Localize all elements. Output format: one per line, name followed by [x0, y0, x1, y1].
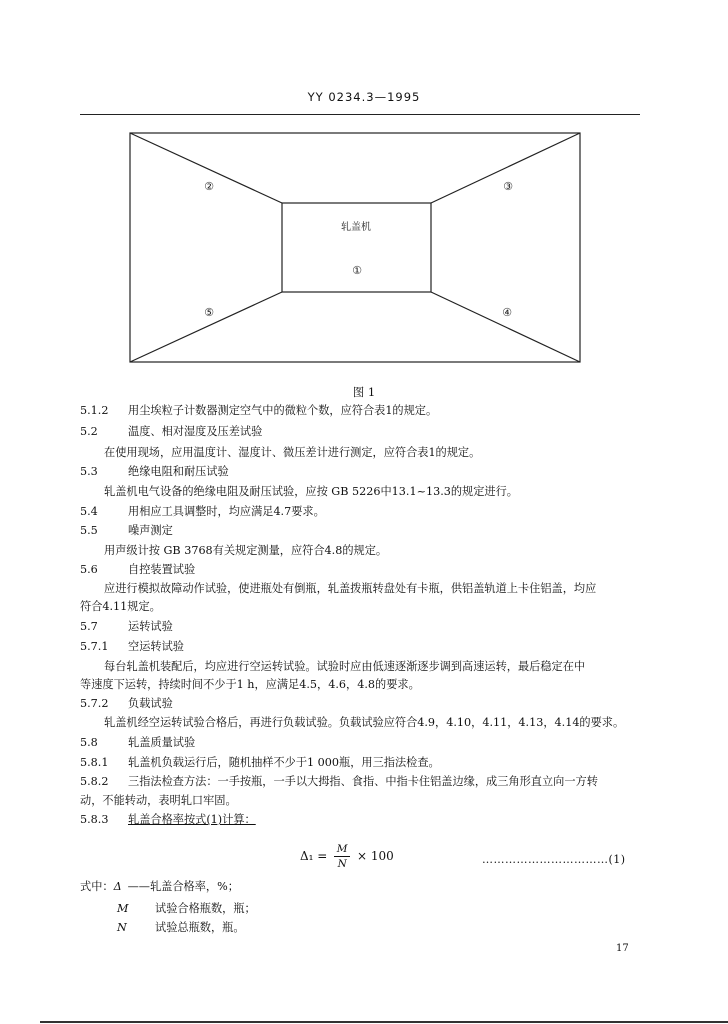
text-line: 5.8.1 轧盖机负载运行后，随机抽样不少于1 000瓶，用三指法检查。 — [80, 756, 440, 769]
text-line: 每台轧盖机装配后，均应进行空运转试验。试验时应由低速逐渐逐步调到高速运转，最后稳定在中 — [104, 660, 586, 673]
outer-frame — [130, 133, 580, 362]
formula-numerator: M — [336, 843, 348, 855]
text-line: 轧盖机经空运转试验合格后，再进行负载试验。负载试验应符合4.9，4.10，4.11，4.13，4.14的要求。 — [104, 716, 625, 729]
text-line: 等速度下运转，持续时间不少于1 h，应满足4.5，4.6，4.8的要求。 — [80, 678, 420, 691]
figure-center-label: 轧盖机 — [341, 222, 371, 233]
section-heading: 5.7.2 负载试验 — [80, 697, 173, 710]
text-line: 5.8.2 三指法检查方法：一手按瓶，一手以大拇指、食指、中指卡住铝盖边缘，成三角形直立向一方转 — [80, 775, 598, 788]
formula-denominator: N — [337, 858, 347, 870]
figure-caption: 图 1 — [352, 385, 376, 399]
section-heading: 5.3 绝缘电阻和耐压试验 — [80, 465, 229, 478]
text-line: 符合4.11规定。 — [80, 600, 161, 613]
region-5-marker: ⑤ — [204, 306, 214, 319]
diagonal-bottom-left — [130, 292, 282, 362]
diagonal-bottom-right — [431, 292, 580, 362]
formula-rhs: × 100 — [357, 849, 394, 863]
region-4-marker: ④ — [502, 306, 512, 319]
where-line: N 试验总瓶数，瓶。 — [117, 921, 245, 934]
formula-fraction — [334, 843, 350, 870]
region-3-marker: ③ — [503, 180, 513, 193]
where-line: M 试验合格瓶数，瓶； — [117, 902, 256, 915]
section-heading: 5.7 运转试验 — [80, 620, 173, 633]
formula — [300, 843, 394, 870]
text-line: 动，不能转动，表明轧口牢固。 — [80, 794, 237, 807]
section-heading: 5.8 轧盖质量试验 — [80, 736, 196, 749]
text-line: 在使用现场，应用温度计、湿度计、微压差计进行测定，应符合表1的规定。 — [104, 446, 481, 459]
figure-1-diagram — [0, 0, 728, 380]
section-heading: 5.2 温度、相对湿度及压差试验 — [80, 425, 263, 438]
section-heading: 5.7.1 空运转试验 — [80, 640, 184, 653]
page-number: 17 — [616, 943, 629, 954]
text-line: 应进行模拟故障动作试验，使进瓶处有倒瓶，轧盖拨瓶转盘处有卡瓶，供铝盖轨道上卡住铝盖，均应 — [104, 582, 597, 595]
text-line: 5.8.3 轧盖合格率按式(1)计算： — [80, 813, 256, 826]
formula-lhs: Δ₁ = — [300, 849, 328, 863]
section-heading: 5.5 噪声测定 — [80, 524, 173, 537]
standard-header: YY 0234.3—1995 — [307, 90, 421, 104]
text-line: 5.4 用相应工具调整时，均应满足4.7要求。 — [80, 505, 325, 518]
equation-number-label: (1) — [608, 853, 626, 866]
text-line: 用声级计按 GB 3768有关规定测量，应符合4.8的规定。 — [104, 544, 388, 557]
fraction-bar — [334, 856, 350, 857]
region-2-marker: ② — [204, 180, 214, 193]
section-heading: 5.6 自控装置试验 — [80, 563, 196, 576]
equation-number — [482, 853, 626, 866]
where-line: 式中：Δ ——轧盖合格率，%； — [80, 880, 239, 893]
text-line: 5.1.2 用尘埃粒子计数器测定空气中的微粒个数，应符合表1的规定。 — [80, 404, 438, 417]
inner-frame — [282, 203, 431, 292]
bottom-rule — [40, 1021, 728, 1023]
equation-leader: …………………………… — [482, 853, 609, 866]
text-line: 轧盖机电气设备的绝缘电阻及耐压试验，应按 GB 5226中13.1~13.3的规定进行。 — [104, 485, 518, 498]
region-1-marker: ① — [352, 264, 362, 277]
